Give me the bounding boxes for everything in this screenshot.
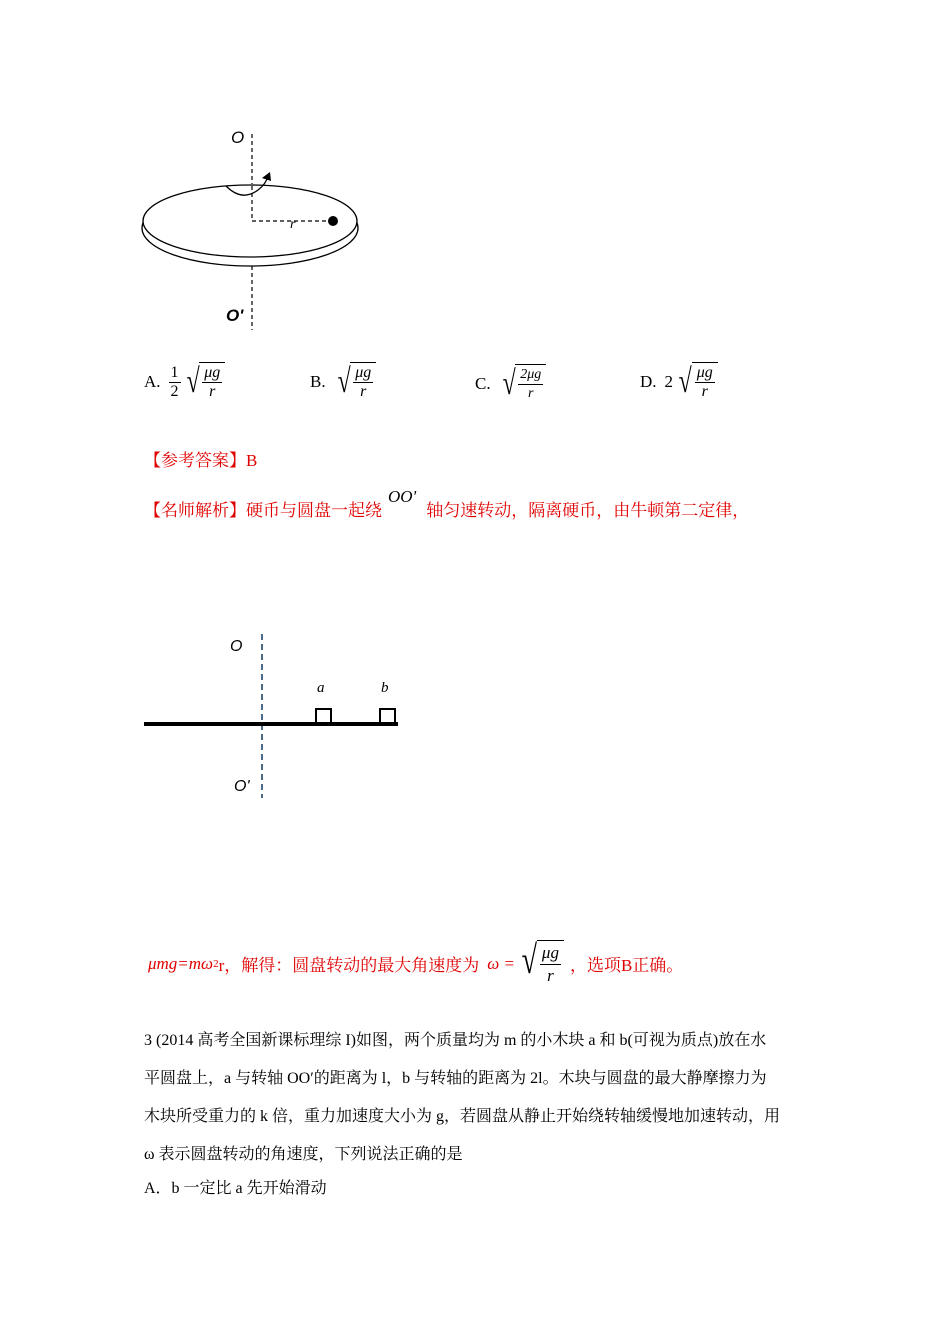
analysis-text2: 轴匀速转动，隔离硬币，由牛顿第二定律，	[426, 501, 750, 520]
answer-label: 【参考答案】	[144, 451, 246, 470]
analysis-line	[144, 487, 750, 521]
option-b-letter: B.	[310, 372, 326, 391]
question3-line3: 木块所受重力的 k 倍，重力加速度大小为 g，若圆盘从静止开始绕转轴缓慢地加速转动，用	[144, 1108, 781, 1125]
analysis-text1: 硬币与圆盘一起绕	[246, 501, 382, 520]
equation-line	[148, 937, 684, 987]
equation-omega: ω =	[487, 953, 515, 973]
question3-option-a: A．b 一定比 a 先开始滑动	[144, 1180, 327, 1197]
option-a-coefficient: $\frac{1}{2}$	[170, 363, 179, 400]
answer-line	[144, 446, 257, 471]
equation-tail: r，解得：圆盘转动的最大角速度为	[218, 956, 480, 975]
equation-lhs: μmg=mω	[148, 953, 214, 973]
figure1-axis-top-label: O	[231, 128, 245, 147]
disc-figure	[130, 120, 380, 335]
figure2-axis-top-label: O	[230, 638, 243, 655]
option-c	[475, 364, 546, 404]
question3	[144, 1022, 824, 1204]
option-d-letter: D.	[640, 372, 657, 391]
block-b	[380, 709, 395, 723]
equation-end: ，选项B正确。	[569, 956, 684, 975]
figure2-axis-bottom-label: O'	[234, 778, 250, 795]
equation-radical: √ $\frac{\mu g}{r}$	[515, 940, 564, 987]
option-d-radical: √ $\frac{\mu g}{r}$	[673, 362, 718, 402]
option-c-letter: C.	[475, 374, 491, 393]
option-c-radical: √ $\frac{2\mu g}{r}$	[497, 364, 547, 404]
figure2-block-b-label: b	[381, 680, 389, 696]
equation-sup: 2	[213, 957, 219, 970]
option-d-coefficient: 2	[664, 372, 674, 391]
option-a-radical: √ $\frac{\mu g}{r}$	[181, 362, 226, 402]
coin	[328, 216, 338, 226]
option-b-radical: √ $\frac{\mu g}{r}$	[332, 362, 377, 402]
question3-line2: 平圆盘上，a 与转轴 OO′的距离为 l，b 与转轴的距离为 2l。木块与圆盘的最大静摩擦力为	[144, 1070, 767, 1087]
option-b	[310, 362, 376, 402]
analysis-label: 【名师解析】	[144, 501, 246, 520]
side-view-figure	[140, 630, 410, 805]
figure1-axis-bottom-label: O'	[226, 306, 244, 325]
figure1-radius-label: r	[290, 217, 296, 232]
question3-line1: 3 (2014 高考全国新课标理综 I)如图，两个质量均为 m 的小木块 a 和 b(可视为质点)放在水	[144, 1032, 767, 1049]
option-d	[640, 362, 718, 402]
answer-value: B	[246, 451, 258, 470]
option-a-letter: A.	[144, 372, 161, 391]
question3-line4: ω 表示圆盘转动的角速度，下列说法正确的是	[144, 1146, 463, 1163]
figure2-block-a-label: a	[317, 680, 325, 696]
analysis-axis: OO'	[388, 487, 417, 506]
block-a	[316, 709, 331, 723]
option-a	[144, 362, 225, 402]
